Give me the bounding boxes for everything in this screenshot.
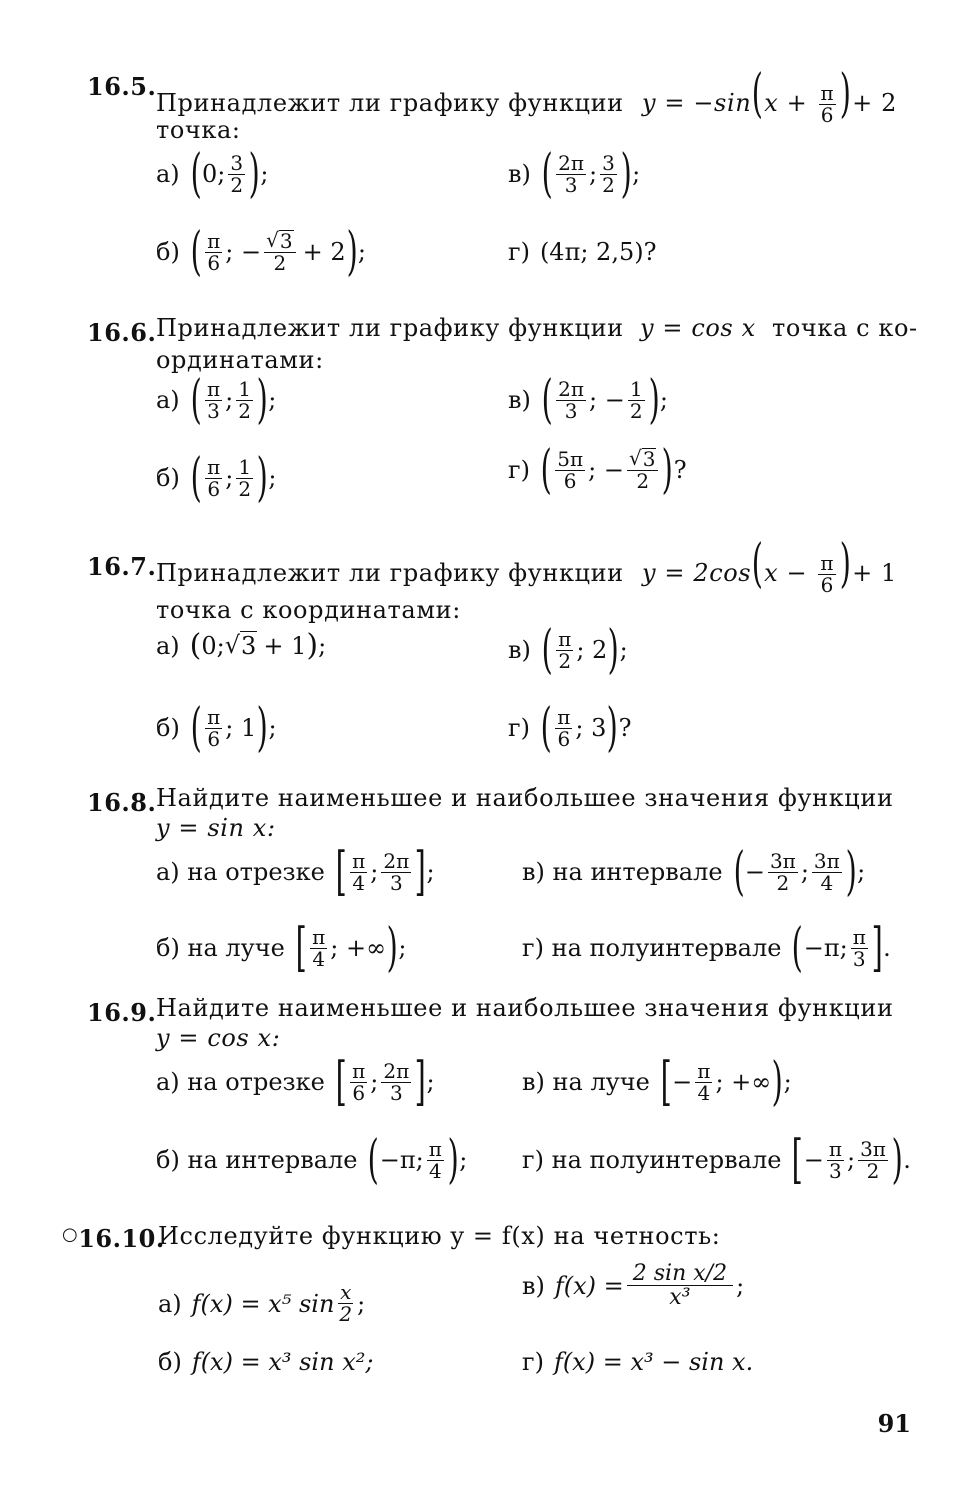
problem-number: 16.6. xyxy=(87,318,157,347)
answer-option-v: в) f(x) = $\frac{\text{2 sin x/2}}{\text{x³}}$ ; xyxy=(522,1261,745,1311)
answer-option-b: б) на луче [ $\frac{\pi}{4}$ ; +∞ ) ; xyxy=(156,918,407,978)
problem-continuation: точка: xyxy=(156,116,241,144)
page-number: 91 xyxy=(877,1409,911,1438)
answer-option-v: в) на интервале ( − $\frac{3\pi}{2}$ ; $\frac{3\pi}{4}$ ) ; xyxy=(522,842,866,902)
problem-number: 16.8. xyxy=(87,788,157,817)
problem-number: 16.5. xyxy=(87,72,157,101)
problem-continuation: точка с координатами: xyxy=(156,596,461,624)
answer-option-g: г) ( $\frac{5\pi}{6}$ ; − √ 3 2 ) ? xyxy=(508,440,687,500)
problem-number: 16.9. xyxy=(87,998,157,1027)
problem-statement: Исследуйте функцию y = f(x) на четность: xyxy=(158,1222,721,1250)
problem-statement: Принадлежит ли графику функции y = −sin(x + $\frac{\pi}{6}$ )+ 2 xyxy=(156,64,897,127)
answer-option-v: в) ( $\frac{2\pi}{3}$ ; $\frac{3}{2}$ ) ; xyxy=(508,144,641,204)
problem-continuation: y = sin x: xyxy=(156,814,276,842)
problem-continuation: ординатами: xyxy=(156,346,324,374)
answer-option-a: а) ( $\frac{\pi}{3}$ ; $\frac{1}{2}$ ) ; xyxy=(156,370,277,430)
problem-statement: Найдите наименьшее и наибольшее значения функции xyxy=(156,994,894,1022)
answer-option-a: а) на отрезке [ $\frac{\pi}{6}$ ; $\frac{2\pi}{3}$ ] ; xyxy=(156,1052,435,1112)
problem-statement: Найдите наименьшее и наибольшее значения функции xyxy=(156,784,894,812)
answer-option-a: а) ( 0; $\frac{3}{2}$ ) ; xyxy=(156,144,269,204)
answer-option-b: б) ( $\frac{\pi}{6}$ ; 1 ) ; xyxy=(156,698,277,758)
answer-option-b: б) на интервале ( −π; $\frac{\pi}{4}$ ) ; xyxy=(156,1130,468,1190)
problem-continuation: y = cos x: xyxy=(156,1024,281,1052)
answer-option-v: в) на луче [ − $\frac{\pi}{4}$ ; +∞ ) ; xyxy=(522,1052,792,1112)
answer-option-g: г) f(x) = x³ − sin x. xyxy=(522,1348,754,1376)
problem-number: 16.7. xyxy=(87,552,157,581)
answer-option-g: г) на полуинтервале [ − $\frac{\pi}{3}$ ; $\frac{3\pi}{2}$ ) . xyxy=(522,1130,911,1190)
answer-option-a: а) ( 0; √ 3 + 1 ) ; xyxy=(156,628,327,663)
answer-option-b: б) f(x) = x³ sin x²; xyxy=(158,1348,374,1376)
answer-option-g: г) ( $\frac{\pi}{6}$ ; 3 ) ? xyxy=(508,698,632,758)
answer-option-g: г) (4π; 2,5)? xyxy=(508,238,657,266)
problem-statement: Принадлежит ли графику функции y = 2cos(x − $\frac{\pi}{6}$ )+ 1 xyxy=(156,534,897,597)
problem-statement: Принадлежит ли графику функции y = cos x точка с ко- xyxy=(156,314,918,342)
answer-option-b: б) ( $\frac{\pi}{6}$ ; − √ 3 2 + 2 ) ; xyxy=(156,222,366,282)
answer-option-b: б) ( $\frac{\pi}{6}$ ; $\frac{1}{2}$ ) ; xyxy=(156,448,277,508)
answer-option-a: а) на отрезке [ $\frac{\pi}{4}$ ; $\frac{2\pi}{3}$ ] ; xyxy=(156,842,435,902)
circle-marker-icon: ○ xyxy=(62,1224,79,1245)
answer-option-v: в) ( $\frac{2\pi}{3}$ ; − $\frac{1}{2}$ ) ; xyxy=(508,370,668,430)
answer-option-v: в) ( $\frac{\pi}{2}$ ; 2 ) ; xyxy=(508,620,628,680)
answer-option-g: г) на полуинтервале ( −π; $\frac{\pi}{3}$ ] . xyxy=(522,918,891,978)
answer-option-a: а) f(x) = x⁵ sin $\frac{x}{2}$ ; xyxy=(158,1280,366,1326)
problem-number: ○16.10. xyxy=(62,1224,165,1253)
